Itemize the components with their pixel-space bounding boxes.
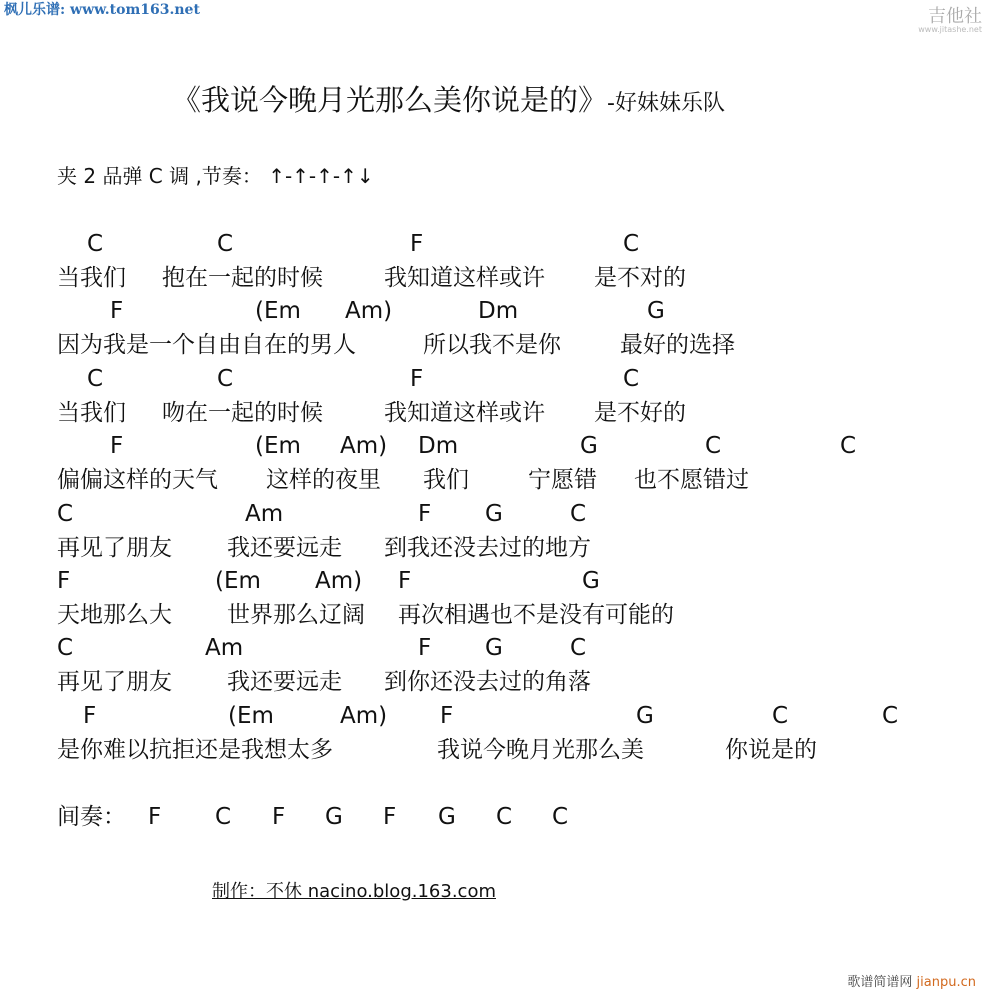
chord-symbol: F (83, 702, 97, 729)
chord-symbol: C (772, 702, 789, 729)
chord-symbol: F (410, 231, 424, 257)
key-and-rhythm: 夹 2 品弹 C 调 ,节奏： ↑-↑-↑-↑↓ (57, 164, 374, 188)
chord-symbol: F (110, 433, 124, 460)
chord-symbol: F (410, 365, 424, 392)
credit-link[interactable]: 制作：不休 nacino.blog.163.com (212, 881, 496, 902)
chord-symbol: F (418, 635, 432, 662)
site-header-link[interactable]: 枫儿乐谱: www.tom163.net (4, 2, 200, 18)
chord-symbol: C (87, 365, 104, 392)
chord-symbol: (Em (228, 702, 274, 729)
chord-symbol: C (840, 433, 857, 460)
chord-symbol: (Em (255, 298, 301, 325)
lyric-phrase: 偏偏这样的天气 (57, 467, 218, 494)
chord-symbol: G (485, 500, 503, 527)
chord-symbol: F (418, 500, 432, 527)
interlude-chord: C (552, 804, 569, 830)
chord-symbol: C (217, 231, 234, 257)
chord-symbol: Dm (478, 298, 519, 325)
lyric-phrase: 再见了朋友 (57, 534, 172, 561)
lyric-phrase: 我还要远走 (227, 534, 342, 561)
chord-symbol: Dm (418, 433, 459, 460)
lyric-phrase: 到你还没去过的角落 (384, 669, 591, 696)
chord-symbol: Am) (345, 298, 393, 325)
lyric-phrase: 我还要远走 (227, 669, 342, 696)
interlude-label: 间奏： (57, 804, 126, 830)
chord-symbol: (Em (215, 568, 261, 594)
artist-name: -好妹妹乐队 (607, 91, 725, 116)
lyric-phrase: 因为我是一个自由自在的男人 (57, 332, 356, 359)
chord-symbol: Am) (315, 568, 363, 594)
interlude-chord: G (325, 804, 343, 830)
chord-symbol: C (882, 702, 899, 729)
interlude-chord: C (496, 804, 513, 830)
interlude-chord: G (438, 804, 456, 830)
chord-symbol: C (705, 433, 722, 460)
interlude-chord: F (272, 804, 286, 830)
chord-symbol: Am (245, 500, 284, 527)
chord-symbol: F (398, 568, 412, 594)
song-name: 《我说今晚月光那么美你说是的》 (172, 83, 608, 117)
chord-symbol: F (57, 568, 71, 594)
lyric-phrase: 到我还没去过的地方 (384, 534, 591, 561)
lyric-phrase: 宁愿错 (528, 467, 597, 494)
interlude-chord: F (148, 804, 162, 830)
lyric-phrase: 是不对的 (594, 265, 686, 291)
lyric-phrase: 再次相遇也不是没有可能的 (398, 602, 674, 628)
chord-symbol: Am) (340, 433, 388, 460)
lyric-phrase: 世界那么辽阔 (227, 602, 365, 628)
chord-symbol: G (636, 702, 654, 729)
chord-symbol: C (570, 635, 587, 662)
lyric-phrase: 再见了朋友 (57, 669, 172, 696)
chord-symbol: G (485, 635, 503, 662)
chord-symbol: Am) (340, 702, 388, 729)
lyric-phrase: 是你难以抗拒还是我想太多 (57, 736, 333, 763)
chord-symbol: C (623, 365, 640, 392)
chord-symbol: C (570, 500, 587, 527)
lyric-phrase: 最好的选择 (620, 332, 735, 359)
lyric-phrase: 我说今晚月光那么美 (437, 736, 644, 763)
lyric-phrase: 这样的夜里 (266, 467, 381, 494)
watermark-text: 吉他社 (928, 6, 982, 27)
lyric-phrase: 所以我不是你 (423, 332, 561, 359)
chord-symbol: G (580, 433, 598, 460)
chord-symbol: C (57, 500, 74, 527)
chord-symbol: C (87, 231, 104, 257)
lyric-phrase: 我知道这样或许 (384, 265, 545, 291)
footer-watermark (847, 976, 976, 989)
watermark-logo (918, 8, 982, 34)
watermark-url: www.jitashe.net (918, 25, 982, 34)
lyric-phrase: 是不好的 (594, 399, 686, 426)
interlude-chord: F (383, 804, 397, 830)
interlude-chord: C (215, 804, 232, 830)
lyric-phrase: 我知道这样或许 (384, 399, 545, 426)
chord-symbol: F (440, 702, 454, 729)
chord-symbol: (Em (255, 433, 301, 460)
lyric-phrase: 抱在一起的时候 (162, 265, 323, 291)
chord-symbol: Am (205, 635, 244, 662)
lyric-phrase: 天地那么大 (57, 602, 172, 628)
lyric-phrase: 当我们 (57, 399, 126, 426)
chord-symbol: C (623, 231, 640, 257)
chord-symbol: C (217, 365, 234, 392)
lyric-phrase: 当我们 (57, 265, 126, 291)
lyric-phrase: 也不愿错过 (634, 467, 749, 494)
footer-site-url: jianpu.cn (916, 975, 976, 990)
song-title (172, 83, 725, 117)
chord-symbol: G (647, 298, 665, 325)
chord-symbol: C (57, 635, 74, 662)
footer-site-name: 歌谱简谱网 (847, 975, 913, 990)
chord-symbol: G (582, 568, 600, 594)
chord-symbol: F (110, 298, 124, 325)
lyric-phrase: 吻在一起的时候 (162, 399, 323, 426)
lyric-phrase: 你说是的 (725, 736, 817, 763)
lyric-phrase: 我们 (423, 467, 469, 494)
